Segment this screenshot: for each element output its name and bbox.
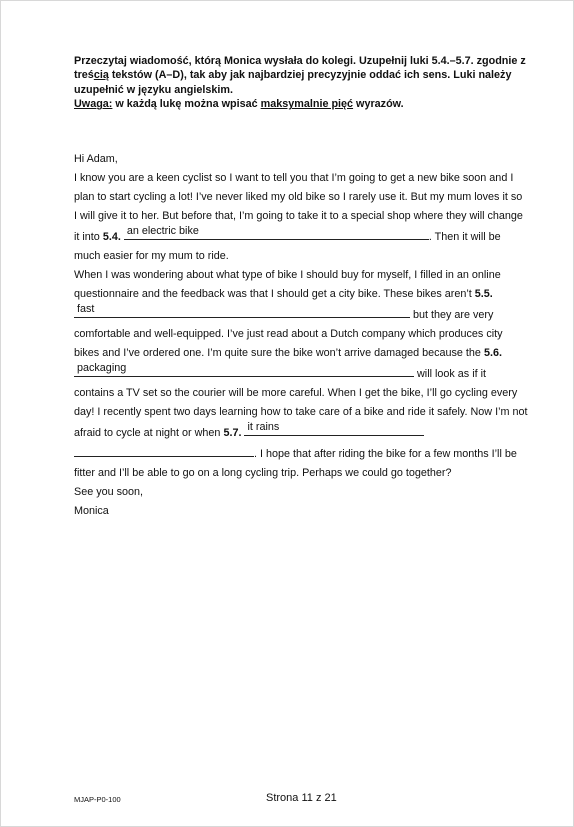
note-text: w każdą lukę można wpisać <box>112 98 261 111</box>
letter-text: I know you are a keen cyclist so I want to tell you that I’m going to get a new bike soon and I plan to start cycling a lot! I’ve never liked my old bike so I rarely use it. But my mum loves it so I will give it to her. But before that, I’m going to take it to a special shop where they will change it into <box>74 172 523 243</box>
answer-5-7: it rains <box>247 421 280 433</box>
note-end: wyrazów. <box>353 98 404 111</box>
letter-text: When I was wondering about what type of bike I should buy for myself, I filled in an online questionnaire and the feedback was that I should get a city bike. These bikes aren’t <box>74 269 501 300</box>
instruction-text: Przeczytaj wiadomość, którą Monica wysłała do kolegi. Uzupełnij luki 5.4.–5.7. zgodnie z treś <box>74 55 526 82</box>
letter-paragraph-1 <box>74 169 528 266</box>
letter-text: will look as if it contains a TV set so the courier will be more careful. When I get the bike, I’ll go cycling every day! I recently spent two days learning how to take care of a bike and ride it safely. Now I’m not afraid to cycle at night or when <box>74 368 528 439</box>
exam-code: MJAP-P0-100 <box>74 795 121 804</box>
gap-number-5-6: 5.6. <box>483 347 502 359</box>
signature: Monica <box>74 505 109 517</box>
gap-5-6[interactable] <box>74 363 414 377</box>
instruction-underlined: cią <box>93 69 109 82</box>
letter <box>74 150 528 521</box>
note-underlined: maksymalnie pięć <box>260 98 354 111</box>
gap-5-7-continued[interactable] <box>74 443 254 457</box>
gap-5-5[interactable] <box>74 304 410 318</box>
gap-number-5-5: 5.5. <box>474 288 493 300</box>
letter-paragraph-2 <box>74 266 528 483</box>
letter-text: . I hope that after riding the bike for a few months I’ll be fitter and I’ll be able to go on a long cycling trip. Perhaps we could go together? <box>74 448 517 479</box>
gap-number-5-7: 5.7. <box>223 427 242 439</box>
page-number: Strona 11 z 21 <box>266 792 337 804</box>
gap-5-4[interactable] <box>124 226 429 240</box>
answer-5-5: fast <box>77 303 95 315</box>
instruction-text-2: tekstów (A–D), tak aby jak najbardziej precyzyjnie oddać ich sens. Luki należy uzupełnić w języku angielskim. <box>74 69 512 96</box>
letter-text: . Then it will be much easier for my mum to ride. <box>74 231 501 262</box>
gap-number-5-4: 5.4. <box>102 231 121 243</box>
closing: See you soon, <box>74 486 144 498</box>
gap-5-7[interactable] <box>244 422 424 436</box>
letter-text: but they are very comfortable and well-equipped. I’ve just read about a Dutch company which produces city bikes and I’ve ordered one. I’m quite sure the bike won’t arrive damaged because the <box>74 309 503 359</box>
answer-5-6: packaging <box>77 362 127 374</box>
greeting: Hi Adam, <box>74 153 118 165</box>
note-label: Uwaga: <box>74 98 113 111</box>
task-instruction <box>74 54 534 112</box>
answer-5-4: an electric bike <box>126 225 199 237</box>
